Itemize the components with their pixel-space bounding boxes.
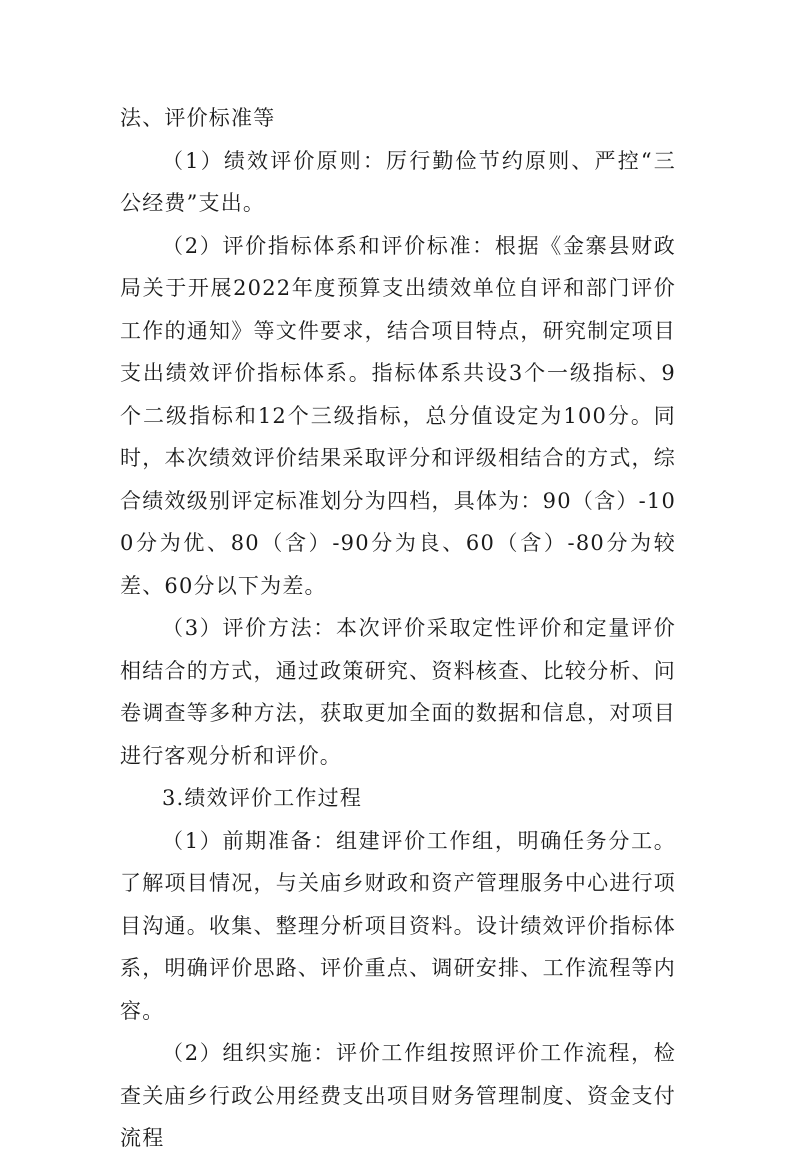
paragraph-indicator-system: （2）评价指标体系和评价标准：根据《金寨县财政局关于开展2022年度预算支出绩效单位自评和部门评价工作的通知》等文件要求，结合项目特点，研究制定项目支出绩效评价指标体系。指标体系共设3个一级指标、9个二级指标和12个三级指标，总分值设定为100分。同时，本次绩效评价结果采取评分和评级相结合的方式，综合绩效级别评定标准划分为四档，具体为：90（含）-100分为优、80（含）-90分为良、60（含）-80分为较差、60分以下为差。 (120, 233, 676, 598)
paragraph-evaluation-principle: （1）绩效评价原则：厉行勤俭节约原则、严控“三公经费”支出。 (120, 148, 676, 215)
paragraph-continuation: 法、评价标准等 (120, 106, 276, 130)
section-heading-work-process: 3.绩效评价工作过程 (162, 786, 363, 810)
paragraph-preparation: （1）前期准备：组建评价工作组，明确任务分工。了解项目情况，与关庙乡财政和资产管理服务中心进行项目沟通。收集、整理分析项目资料。设计绩效评价指标体系，明确评价思路、评价重点、调研安排、工作流程等内容。 (120, 828, 676, 1023)
paragraph-implementation: （2）组织实施：评价工作组按照评价工作流程，检查关庙乡行政公用经费支出项目财务管理制度、资金支付流程 (120, 1041, 676, 1150)
document-body (120, 97, 676, 1160)
paragraph-evaluation-method: （3）评价方法：本次评价采取定性评价和定量评价相结合的方式，通过政策研究、资料核查、比较分析、问卷调查等多种方法，获取更加全面的数据和信息，对项目进行客观分析和评价。 (120, 616, 676, 768)
